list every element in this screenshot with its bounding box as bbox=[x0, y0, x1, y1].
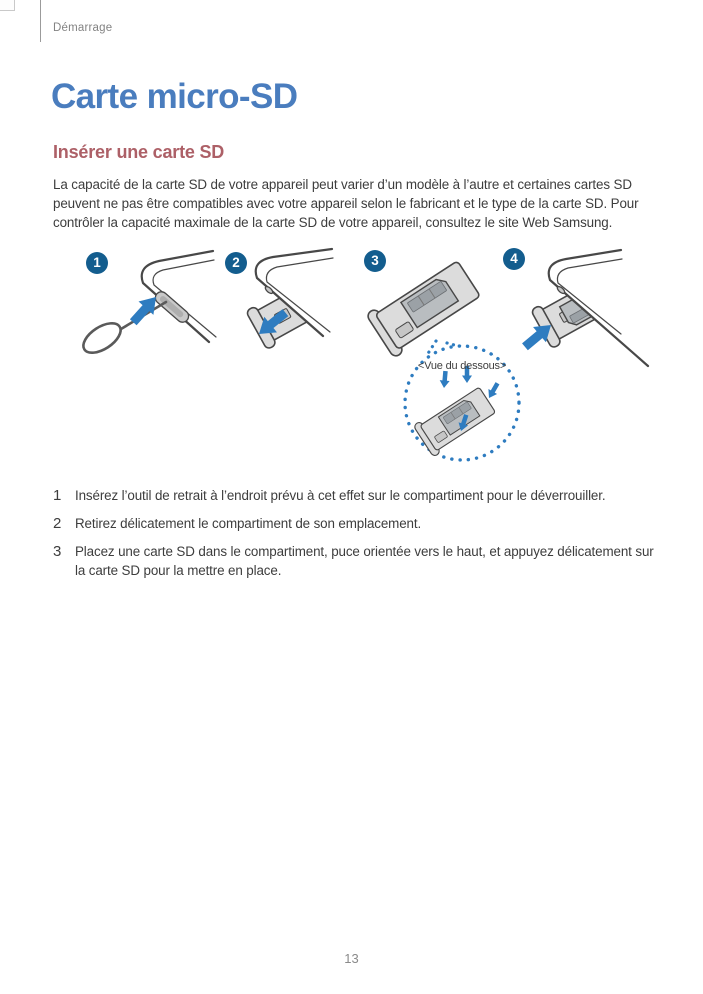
step-badge-2: 2 bbox=[225, 252, 247, 274]
header-rule bbox=[40, 0, 41, 42]
page-corner-mark bbox=[0, 0, 15, 11]
list-item-text: Placez une carte SD dans le compartiment, puce orientée vers le haut, et appuyez délicatement sur la carte SD pour la mettre en place. bbox=[75, 544, 654, 578]
step3-illustration bbox=[366, 257, 483, 358]
tray-with-card-icon bbox=[366, 257, 483, 358]
step4-illustration bbox=[519, 250, 678, 366]
intro-paragraph: La capacité de la carte SD de votre appareil peut varier d’un modèle à l’autre et certaines cartes SD peuvent ne pas être compatibles avec votre appareil selon le fabricant et le type de la carte SD. Pour contrôler la capacité maximale de la carte SD de votre appareil, consultez le site Web Samsung. bbox=[53, 177, 639, 230]
list-item-number: 3 bbox=[53, 543, 62, 560]
list-item bbox=[53, 486, 659, 505]
page-number: 13 bbox=[344, 951, 359, 966]
running-header: Démarrage bbox=[53, 22, 113, 34]
callout-label: <Vue du dessous> bbox=[417, 360, 507, 372]
sd-card-figure bbox=[0, 245, 703, 473]
section-heading: Insérer une carte SD bbox=[53, 142, 225, 162]
page-title: Carte micro-SD bbox=[51, 77, 298, 116]
bottom-view-callout bbox=[405, 341, 519, 460]
step2-illustration bbox=[246, 249, 352, 350]
step-badge-1: 1 bbox=[86, 252, 108, 274]
list-item-text: Retirez délicatement le compartiment de son emplacement. bbox=[75, 516, 422, 531]
list-item bbox=[53, 542, 659, 580]
list-item bbox=[53, 514, 659, 533]
list-item-text: Insérez l’outil de retrait à l’endroit prévu à cet effet sur le compartiment pour le déverrouiller. bbox=[75, 488, 606, 503]
instruction-list bbox=[53, 486, 659, 589]
list-item-number: 2 bbox=[53, 515, 62, 532]
figure-illustration bbox=[0, 245, 703, 473]
step-badge-3: 3 bbox=[364, 250, 386, 272]
step-badge-4: 4 bbox=[503, 248, 525, 270]
list-item-number: 1 bbox=[53, 487, 62, 504]
